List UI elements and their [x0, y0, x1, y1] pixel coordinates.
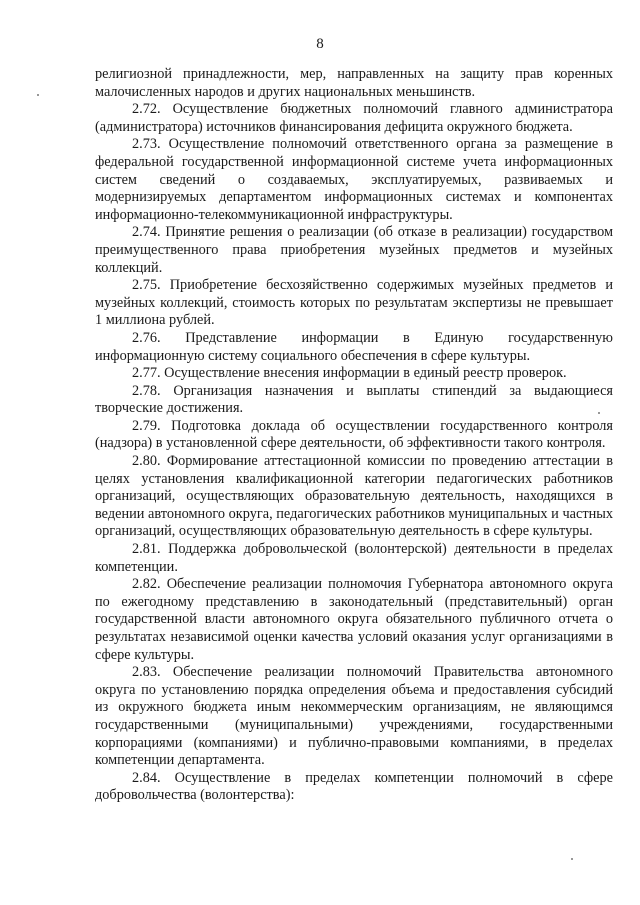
scan-speck [598, 412, 600, 414]
paragraph: 2.76. Представление информации в Единую государственную информационную систему социального обеспечения в сфере культуры. [95, 329, 613, 364]
paragraph: 2.84. Осуществление в пределах компетенции полномочий в сфере добровольчества (волонтерства): [95, 769, 613, 804]
paragraph: 2.83. Обеспечение реализации полномочий Правительства автономного округа по установлению порядка определения объема и предоставления субсидий из окружного бюджета иным некоммерческим организациям, не являющимся государственными (муниципальными) учреждениями, государственными корпорациями (компаниями) и публично-правовыми компаниями, в пределах компетенции департамента. [95, 664, 613, 769]
paragraph: 2.77. Осуществление внесения информации в единый реестр проверок. [132, 365, 567, 382]
paragraph: 2.73. Осуществление полномочий ответственного органа за размещение в федеральной государственной информационной системе учета информационных систем сведений о создаваемых, эксплуатируемых, развиваемых и модернизируемых департаментом информационных системах и компонентах информационно-телекоммуникационной инфраструктуры. [95, 136, 613, 223]
page-number: 8 [316, 36, 324, 52]
paragraph: религиозной принадлежности, мер, направленных на защиту прав коренных малочисленных народов и других национальных меньшинств. [95, 66, 613, 100]
paragraph: 2.80. Формирование аттестационной комиссии по проведению аттестации в целях установления квалификационной категории педагогических работников организаций, осуществляющих образовательную деятельность, находящихся в ведении автономного округа, педагогических работников муниципальных и частных организаций, осуществляющих образовательную деятельность в сфере культуры. [95, 453, 613, 540]
paragraph: 2.78. Организация назначения и выплаты стипендий за выдающиеся творческие достижения. [95, 382, 613, 417]
scan-speck [571, 858, 573, 860]
paragraph: 2.81. Поддержка добровольческой (волонтерской) деятельности в пределах компетенции. [95, 541, 613, 575]
scan-speck [37, 94, 39, 96]
paragraph: 2.72. Осуществление бюджетных полномочий главного администратора (администратора) источников финансирования дефицита окружного бюджета. [95, 101, 613, 135]
paragraph: 2.79. Подготовка доклада об осуществлении государственного контроля (надзора) в установленной сфере деятельности, об эффективности такого контроля. [95, 417, 613, 452]
paragraph: 2.82. Обеспечение реализации полномочия Губернатора автономного округа по ежегодному представлению в законодательный (представительный) орган государственной власти автономного округа обязательного публичного отчета о результатах независимой оценки качества условий оказания услуг организациями в сфере культуры. [95, 576, 613, 663]
document-body [95, 66, 613, 805]
paragraph: 2.75. Приобретение бесхозяйственно содержимых музейных предметов и музейных коллекций, стоимость которых по результатам экспертизы не превышает 1 миллиона рублей. [95, 277, 613, 329]
paragraph: 2.74. Принятие решения о реализации (об отказе в реализации) государством преимущественного права приобретения музейных предметов и музейных коллекций. [95, 224, 613, 276]
